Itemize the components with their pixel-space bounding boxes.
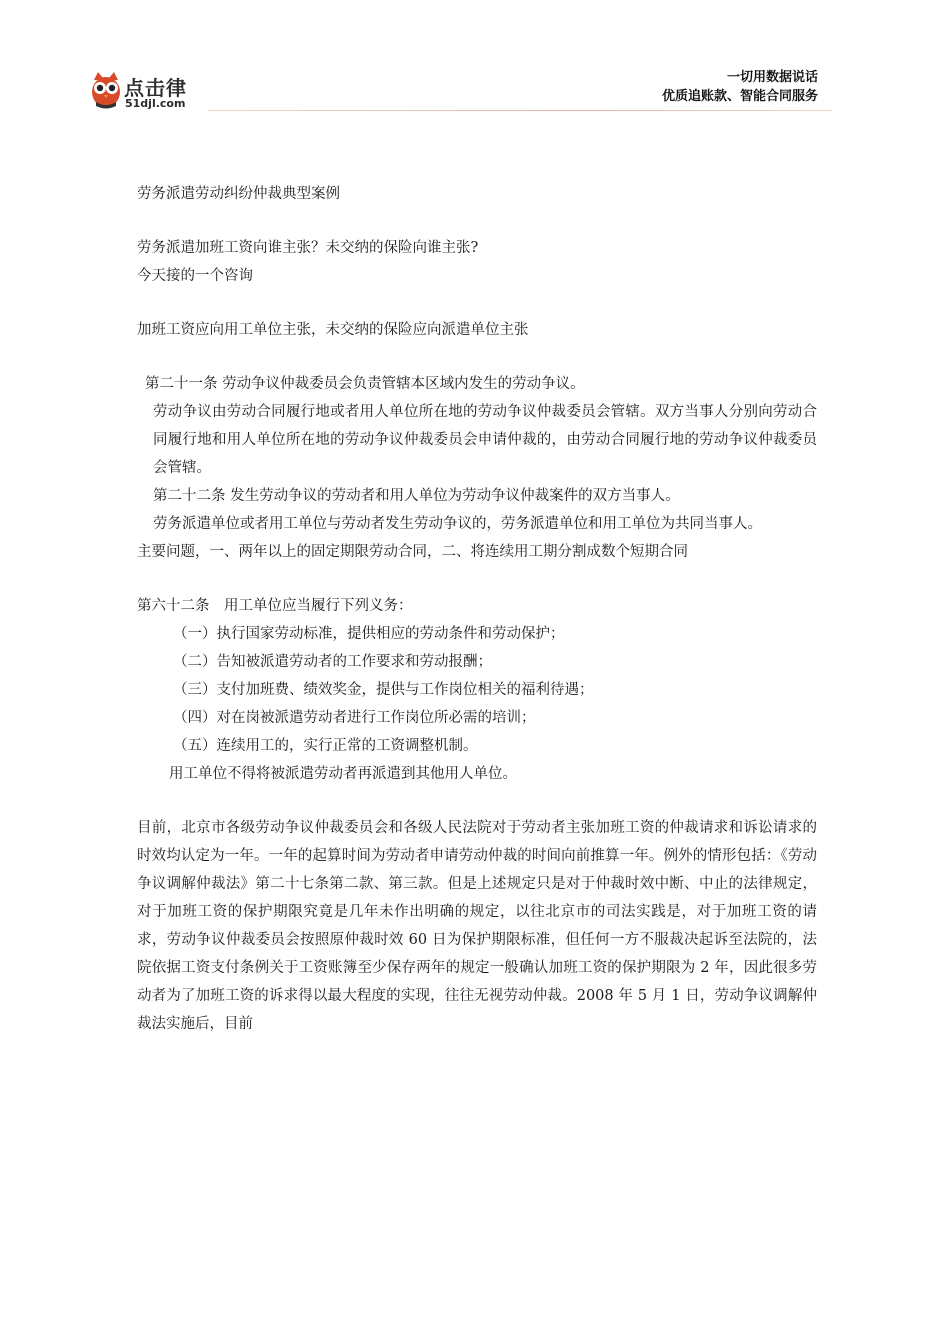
article-22-paragraph: 劳务派遣单位或者用工单位与劳动者发生劳动争议的，劳务派遣单位和用工单位为共同当事人。	[153, 516, 762, 532]
header-divider	[208, 110, 832, 111]
article-21-heading: 第二十一条 劳动争议仲裁委员会负责管辖本区域内发生的劳动争议。	[145, 376, 585, 392]
brand-name: 点击律	[124, 76, 187, 100]
question-line-1: 劳务派遣加班工资向谁主张？未交纳的保险向谁主张?	[137, 240, 479, 256]
final-paragraph: 目前，北京市各级劳动争议仲裁委员会和各级人民法院对于劳动者主张加班工资的仲裁请求和诉讼请求的时效均认定为一年。一年的起算时间为劳动者申请劳动仲裁的时间向前推算一年。例外的情形包括：《劳动争议调解仲裁法》第二十七条第二款、第三款。但是上述规定只是对于仲裁时效中断、中止的法律规定，对于加班工资的保护期限究竟是几年未作出明确的规定，以往北京市的司法实践是，对于加班工资的请求，劳动争议仲裁委员会按照原仲裁时效 60 日为保护期限标准，但任何一方不服裁决起诉至法院的，法院依据工资支付条例关于工资账簿至少保存两年的规定一般确认加班工资的保护期限为 2 年，因此很多劳动者为了加班工资的诉求得以最大程度的实现，往往无视劳动仲裁。2008 年 5 月 1 日，劳动争议调解仲裁法实施后，目前	[137, 820, 817, 1032]
brand-logo[interactable]	[90, 70, 210, 118]
owl-icon	[90, 70, 122, 110]
article-62-item-5: （五）连续用工的，实行正常的工资调整机制。	[173, 738, 478, 754]
article-62-item-2: （二）告知被派遣劳动者的工作要求和劳动报酬；	[173, 654, 492, 670]
header-slogan	[662, 68, 818, 106]
document-title: 劳务派遣劳动纠纷仲裁典型案例	[137, 186, 340, 202]
slogan-line-2: 优质追账款、智能合同服务	[661, 89, 818, 104]
article-62-item-4: （四）对在岗被派遣劳动者进行工作岗位所必需的培训；	[173, 710, 536, 726]
main-issue-paragraph: 主要问题，一、两年以上的固定期限劳动合同，二、将连续用工期分割成数个短期合同	[137, 544, 688, 560]
article-62-heading: 第六十二条 用工单位应当履行下列义务：	[137, 598, 413, 614]
slogan-line-1: 一切用数据说话	[726, 70, 818, 85]
document-body	[137, 180, 817, 1038]
answer-paragraph: 加班工资应向用工单位主张，未交纳的保险应向派遣单位主张	[137, 322, 529, 338]
question-line-2: 今天接的一个咨询	[137, 268, 253, 284]
article-21-paragraph: 劳动争议由劳动合同履行地或者用人单位所在地的劳动争议仲裁委员会管辖。双方当事人分别向劳动合同履行地和用人单位所在地的劳动争议仲裁委员会申请仲裁的，由劳动合同履行地的劳动争议仲裁委员会管辖。	[153, 404, 817, 476]
page-header	[0, 0, 950, 120]
article-22-heading: 第二十二条 发生劳动争议的劳动者和用人单位为劳动争议仲裁案件的双方当事人。	[153, 488, 680, 504]
article-62-item-3: （三）支付加班费、绩效奖金，提供与工作岗位相关的福利待遇；	[173, 682, 594, 698]
article-62-closing: 用工单位不得将被派遣劳动者再派遣到其他用人单位。	[169, 766, 517, 782]
article-62-item-1: （一）执行国家劳动标准，提供相应的劳动条件和劳动保护；	[173, 626, 565, 642]
brand-url: 51djl.com	[125, 97, 186, 110]
